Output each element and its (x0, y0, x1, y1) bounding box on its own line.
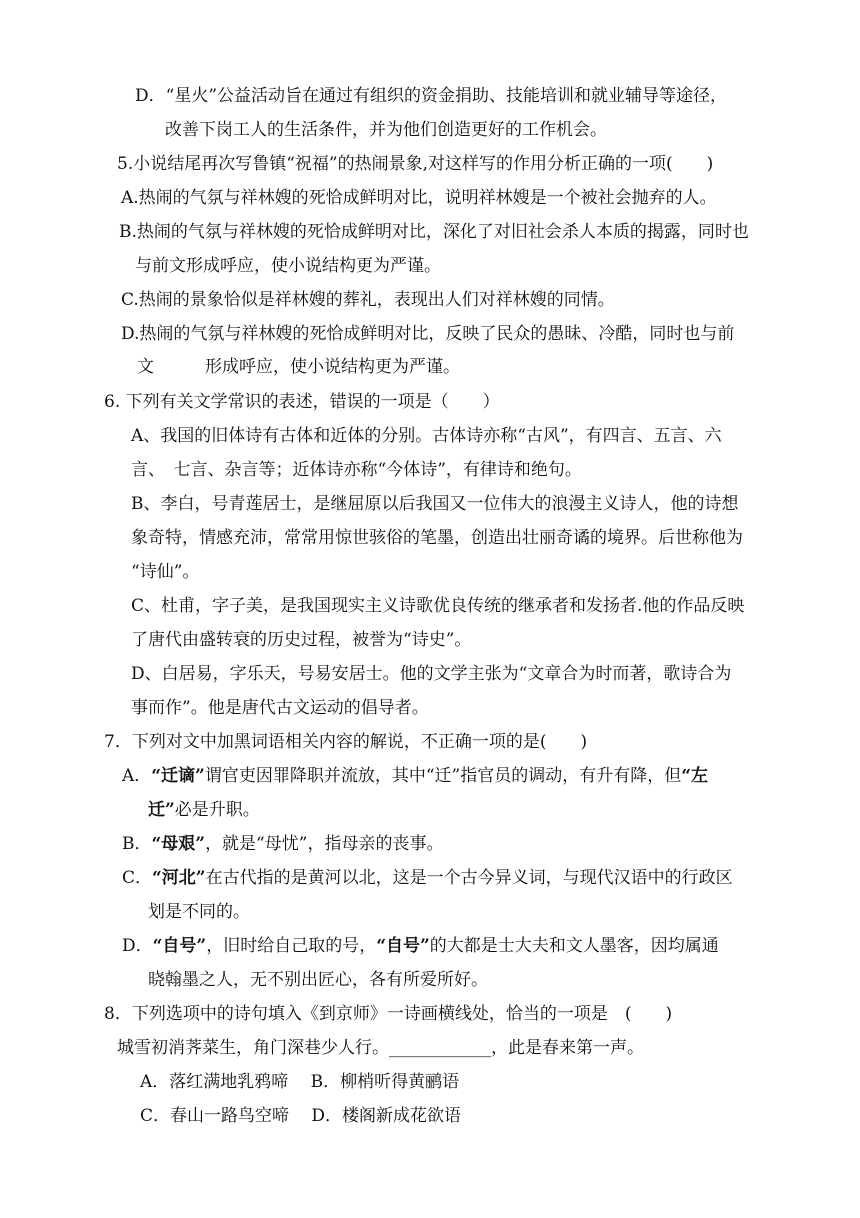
q6-option-c-line1: C、杜甫，字子美，是我国现实主义诗歌优良传统的继承者和发扬者.他的作品反映 (131, 596, 745, 616)
q7-c-prefix: C． (122, 868, 153, 888)
q7-option-b (122, 832, 443, 856)
q5-stem: 5.小说结尾再次写鲁镇“祝福”的热闹景象,对这样写的作用分析正确的一项( ) (117, 154, 714, 174)
q6-option-b-line2: 象奇特，情感充沛，常常用惊世骇俗的笔墨，创造出壮丽奇谲的境界。后世称他为 (131, 528, 743, 548)
q7-d-bold-term-2: “自号” (376, 936, 430, 956)
q7-b-bold-term: “母艰” (151, 834, 206, 854)
q7-a-bold-term: “迁谪” (151, 766, 205, 786)
q6-option-d-line2: 事而作”。他是唐代古文运动的倡导者。 (131, 698, 429, 718)
q5-option-d-line1: D.热闹的气氛与祥林嫂的死恰成鲜明对比，反映了民众的愚昧、冷酷，同时也与前 (121, 324, 735, 344)
q6-option-d-line1: D、白居易，字乐天，号易安居士。他的文学主张为“文章合为时而著，歌诗合为 (131, 664, 732, 684)
q7-a2-text: 必是升职。 (174, 800, 260, 820)
q8-options-cd: C．春山一路鸟空啼 D．楼阁新成花欲语 (140, 1106, 462, 1126)
q6-option-b-line1: B、李白，号青莲居士，是继屈原以后我国又一位伟大的浪漫主义诗人，他的诗想 (131, 494, 739, 514)
q7-b-prefix: B． (122, 834, 152, 854)
q6-option-b-line3: “诗仙”。 (131, 562, 200, 582)
q7-c-bold-term: “河北” (152, 868, 206, 888)
q6-stem: 6. 下列有关文学常识的表述，错误的一项是（ ） (104, 392, 500, 412)
q7-option-a-line2 (148, 798, 260, 822)
q7-c-text: 在古代指的是黄河以北，这是一个古今异义词，与现代汉语中的行政区 (205, 868, 733, 888)
q7-a-prefix: A． (122, 766, 152, 786)
q5-option-b-line2: 与前文形成呼应，使小说结构更为严谨。 (135, 256, 441, 276)
q7-option-d-line1 (122, 934, 719, 958)
q5-option-c: C.热闹的景象恰似是祥林嫂的葬礼，表现出人们对祥林嫂的同情。 (121, 290, 615, 310)
q5-option-a: A.热闹的气氛与祥林嫂的死恰成鲜明对比，说明祥林嫂是一个被社会抛弃的人。 (121, 188, 717, 208)
q8-stem: 8．下列选项中的诗句填入《到京师》一诗画横线处，恰当的一项是 ( ) (104, 1004, 673, 1024)
q5-option-b-line1: B.热闹的气氛与祥林嫂的死恰成鲜明对比，深化了对旧社会杀人本质的揭露，同时也 (119, 222, 749, 242)
q6-option-a-line2: 言、 七言、杂言等；近体诗亦称“今体诗”，有律诗和绝句。 (131, 460, 582, 480)
q7-option-c-line1 (122, 866, 733, 890)
q6-option-a-line1: A、我国的旧体诗有古体和近体的分别。古体诗亦称“古风”，有四言、五言、六 (131, 426, 722, 446)
q5-option-d-line2: 文 形成呼应，使小说结构更为严谨。 (137, 357, 460, 377)
q7-a-bold-term-2: “左 (681, 766, 709, 786)
q8-poem: 城雪初消荠菜生，角门深巷少人行。____________，此是春来第一声。 (117, 1038, 644, 1058)
q8-options-ab: A．落红满地乳鸦啼 B．柳梢听得黄鹂语 (140, 1072, 460, 1092)
q7-d-text: ，旧时给自己取的号， (206, 936, 377, 956)
q7-d-prefix: D． (122, 936, 153, 956)
q7-d-text-2: 的大都是士大夫和文人墨客，因均属通 (429, 936, 719, 956)
q7-option-d-line2: 晓翰墨之人，无不别出匠心，各有所爱所好。 (148, 970, 488, 990)
q7-a2-bold: 迁” (148, 800, 175, 820)
q7-d-bold-term: “自号” (152, 936, 207, 956)
q7-a-text: 谓官吏因罪降职并流放，其中“迁”指官员的调动，有升有降，但 (204, 766, 682, 786)
q6-option-c-line2: 了唐代由盛转衰的历史过程，被誉为“诗史”。 (131, 630, 472, 650)
q7-option-a-line1 (122, 764, 708, 788)
q7-option-c-line2: 划是不同的。 (148, 902, 250, 922)
q4-option-d-line1: D．“星火”公益活动旨在通过有组织的资金捐助、技能培训和就业辅导等途径， (135, 86, 728, 106)
q4-option-d-line2: 改善下岗工人的生活条件，并为他们创造更好的工作机会。 (165, 120, 607, 140)
q7-stem: 7．下列对文中加黑词语相关内容的解说，不正确一项的是( ) (104, 732, 588, 752)
q7-b-text: ，就是“母忧”，指母亲的丧事。 (205, 834, 444, 854)
